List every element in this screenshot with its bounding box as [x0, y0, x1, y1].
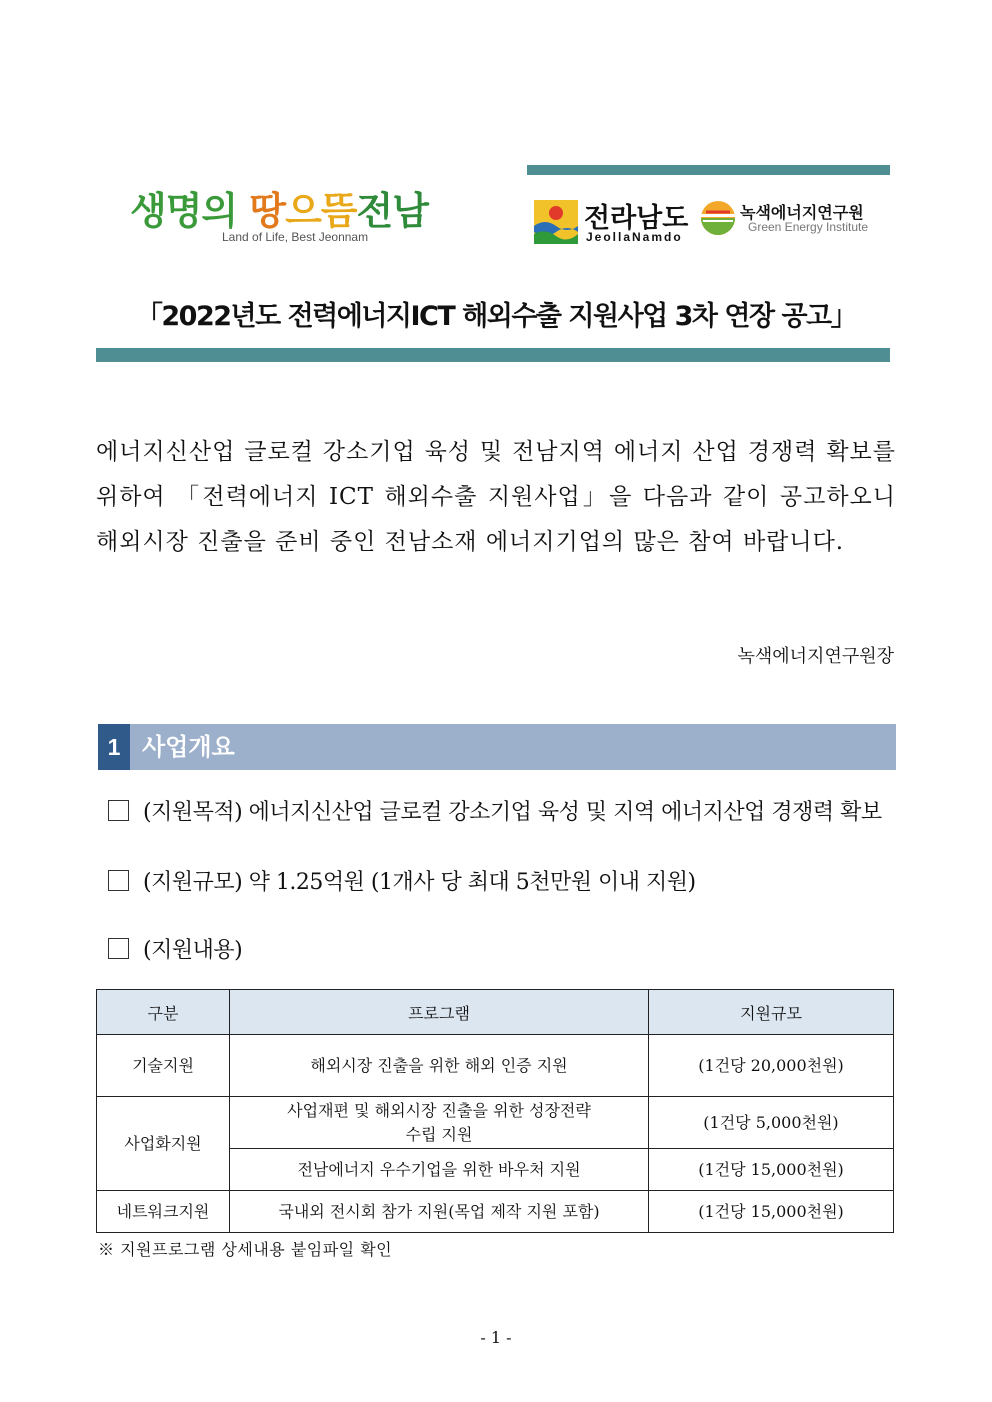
- table-row: [97, 1035, 894, 1097]
- table-cell-program: 국내외 전시회 참가 지원(목업 제작 지원 포함): [230, 1191, 649, 1233]
- table-cell-amount: (1건당 20,000천원): [649, 1035, 894, 1097]
- table-header-row: [97, 990, 894, 1035]
- bullet-text: (지원목적) 에너지신산업 글로컬 강소기업 육성 및 지역 에너지산업 경쟁력 확보: [143, 800, 882, 825]
- bullet-text: (지원내용): [143, 938, 243, 963]
- section-header: [98, 724, 896, 770]
- table-header-cell: 프로그램: [230, 990, 649, 1035]
- institute-logo: [700, 198, 890, 242]
- table-header-cell: 구분: [97, 990, 230, 1035]
- institute-subtitle: Green Energy Institute: [748, 220, 869, 234]
- table-cell-category: 사업화지원: [97, 1097, 230, 1191]
- section-title: 사업개요: [142, 733, 235, 761]
- table-cell-program: 전남에너지 우수기업을 위한 바우처 지원: [230, 1149, 649, 1191]
- jeollanamdo-name: 전라남도: [584, 203, 689, 234]
- checkbox-square-icon: [108, 870, 129, 891]
- jeollanamdo-emblem-icon: [534, 200, 578, 244]
- page-number: - 1 -: [480, 1328, 512, 1347]
- table-cell-category: 네트워크지원: [97, 1191, 230, 1233]
- signature: 녹색에너지연구원장: [737, 646, 894, 667]
- bullet-scale: [108, 865, 696, 896]
- page-title: 「2022년도 전력에너지ICT 해외수출 지원사업 3차 연장 공고」: [135, 301, 857, 332]
- table-cell-category: 기술지원: [97, 1035, 230, 1097]
- title-underline-bar: [96, 348, 890, 362]
- bullet-purpose: [108, 795, 882, 826]
- table-cell-amount: (1건당 15,000천원): [649, 1149, 894, 1191]
- header-top-bar: [527, 165, 890, 175]
- slogan-subtitle: Land of Life, Best Jeonnam: [222, 230, 369, 244]
- institute-emblem-icon: [700, 200, 736, 236]
- table-note: ※ 지원프로그램 상세내용 붙임파일 확인: [98, 1240, 393, 1259]
- table-row: [97, 1191, 894, 1233]
- bullet-content: [108, 933, 242, 964]
- checkbox-square-icon: [108, 938, 129, 959]
- support-table: [96, 989, 894, 1233]
- section-number: 1: [98, 724, 130, 770]
- jeollanamdo-logo: [534, 196, 694, 248]
- table-cell-program: [230, 1097, 649, 1149]
- table-cell-amount: (1건당 15,000천원): [649, 1191, 894, 1233]
- table-header-cell: 지원규모: [649, 990, 894, 1035]
- jeollanamdo-subtitle: JeollaNamdo: [586, 230, 683, 244]
- slogan-logo: [130, 180, 428, 250]
- checkbox-square-icon: [108, 800, 129, 821]
- institute-name: 녹색에너지연구원: [740, 203, 864, 222]
- slogan-text: 생명의 땅으뜸전남: [130, 189, 428, 233]
- program-text: 사업재편 및 해외시장 진출을 위한 성장전략수립 지원: [287, 1100, 591, 1144]
- table-cell-program: 해외시장 진출을 위한 해외 인증 지원: [230, 1035, 649, 1097]
- table-cell-amount: (1건당 5,000천원): [649, 1097, 894, 1149]
- table-row: [97, 1097, 894, 1149]
- intro-paragraph: 에너지신산업 글로컬 강소기업 육성 및 전남지역 에너지 산업 경쟁력 확보를 위하여 「전력에너지 ICT 해외수출 지원사업」을 다음과 같이 공고하오니 해외시장 진출을 준비 중인 전남소재 에너지기업의 많은 참여 바랍니다.: [96, 439, 896, 555]
- bullet-text: (지원규모) 약 1.25억원 (1개사 당 최대 5천만원 이내 지원): [143, 870, 696, 895]
